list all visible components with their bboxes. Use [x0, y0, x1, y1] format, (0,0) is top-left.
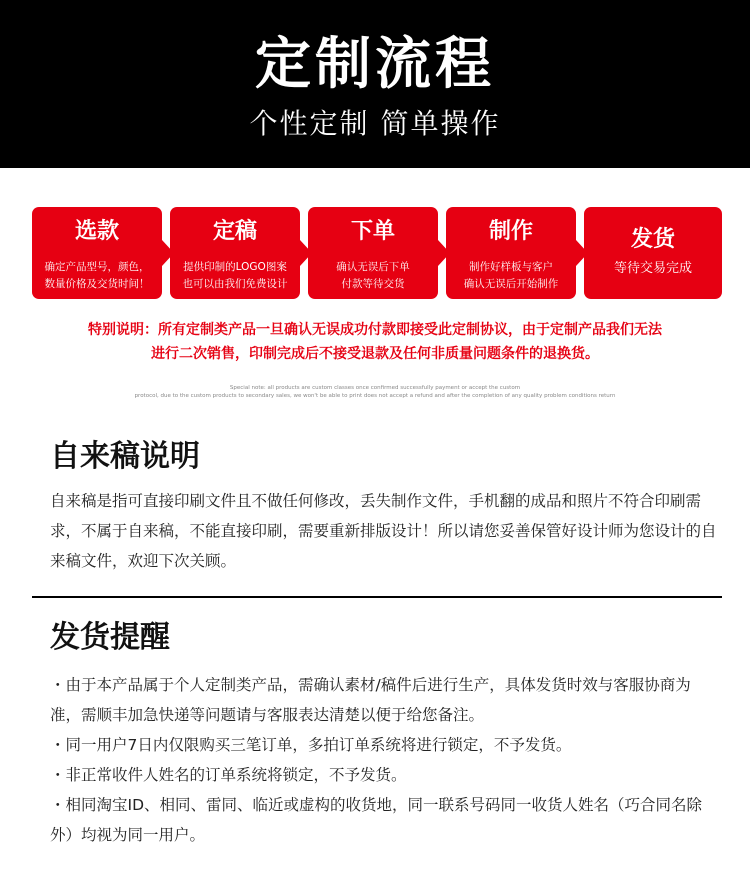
- notice-en-line: Special note: all products are custom classes once confirmed successfully payment or accept the custom: [229, 385, 521, 391]
- list-item: ・同一用户7日内仅限购买三笔订单，多拍订单系统将进行锁定，不予发货。: [50, 736, 572, 754]
- special-notice: [30, 318, 720, 366]
- list-item: ・相同淘宝ID、相同、雷同、临近或虚构的收货地，同一联系号码同一收货人姓名（巧合同名除外）均视为同一用户。: [50, 796, 703, 844]
- step-produce: [446, 207, 576, 299]
- section-divider: [32, 596, 722, 598]
- process-steps: [32, 207, 722, 299]
- step-select: [32, 207, 162, 299]
- step-title: 下单: [350, 219, 395, 244]
- notice-line: 特别说明：所有定制类产品一旦确认无误成功付款即接受此定制协议，由于定制产品我们无法: [88, 322, 662, 338]
- step-desc-line: 确认无误后开始制作: [463, 278, 559, 290]
- step-title: 定稿: [212, 219, 257, 244]
- step-desc-line: 等待交易完成: [613, 261, 692, 276]
- self-draft-title: 自来稿说明: [50, 439, 200, 474]
- step-order: [308, 207, 438, 299]
- step-desc: [308, 259, 438, 293]
- step-desc: [170, 259, 300, 293]
- header-banner: [0, 0, 750, 168]
- step-desc: [446, 259, 576, 293]
- step-title: 发货: [630, 227, 675, 252]
- step-desc-line: 数量价格及交货时间！: [44, 278, 150, 290]
- step-title: 选款: [74, 219, 119, 244]
- step-desc-line: 也可以由我们免费设计: [182, 278, 288, 290]
- list-item: ・由于本产品属于个人定制类产品，需确认素材/稿件后进行生产，具体发货时效与客服协商为准，需顺丰加急快递等问题请与客服表达清楚以便于给您备注。: [50, 676, 691, 724]
- step-desc-line: 确认无误后下单: [336, 261, 410, 273]
- step-desc: [584, 259, 722, 279]
- notice-en-line: protocol, due to the custom products to secondary sales, we won't be able to print does not accept a refund and after the completion of any quality problem conditions return: [134, 393, 616, 399]
- page-subtitle: 个性定制 简单操作: [249, 107, 501, 140]
- step-desc-line: 确定产品型号，颜色，: [44, 261, 150, 273]
- step-ship: [584, 207, 722, 299]
- step-desc: [32, 259, 162, 293]
- shipping-list: [50, 670, 720, 850]
- step-title: 制作: [488, 219, 533, 244]
- notice-line: 进行二次销售，印制完成后不接受退款及任何非质量问题条件的退换货。: [151, 346, 599, 362]
- step-desc-line: 提供印制的LOGO图案: [183, 261, 287, 273]
- list-item: ・非正常收件人姓名的订单系统将锁定，不予发货。: [50, 766, 407, 784]
- step-desc-line: 制作好样板与客户: [469, 261, 553, 273]
- step-finalize: [170, 207, 300, 299]
- page-title: 定制流程: [255, 32, 495, 97]
- self-draft-text: 自来稿是指可直接印刷文件且不做任何修改，丢失制作文件，手机翻的成品和照片不符合印刷需求，不属于自来稿，不能直接印刷，需要重新排版设计！所以请您妥善保管好设计师为您设计的自来稿文件，欢迎下次关顾。: [50, 492, 717, 570]
- shipping-title: 发货提醒: [50, 620, 170, 655]
- special-notice-english: [40, 384, 710, 400]
- step-desc-line: 付款等待交货: [341, 278, 405, 290]
